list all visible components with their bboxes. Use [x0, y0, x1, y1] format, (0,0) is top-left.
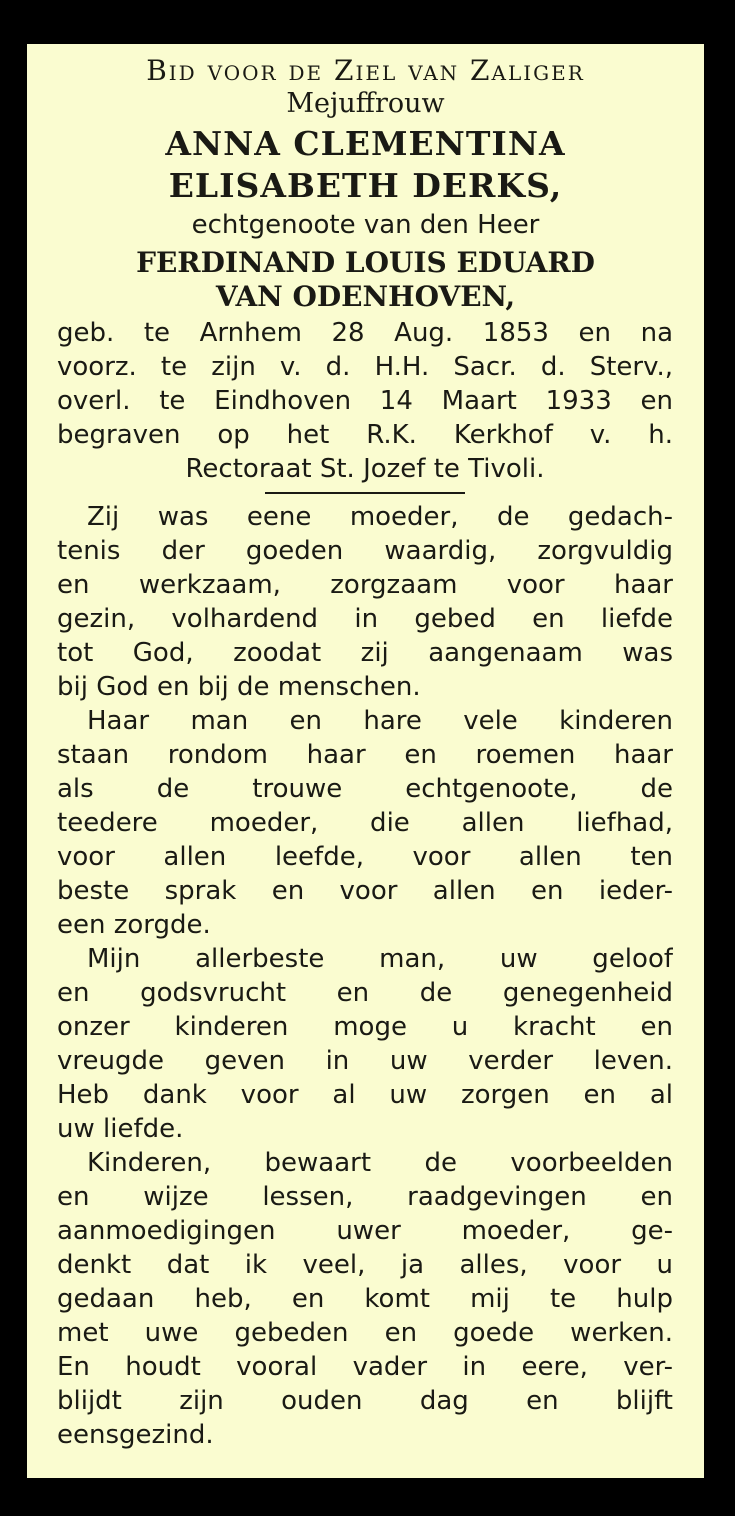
details-line: voorz. te zijn v. d. H.H. Sacr. d. Sterv.,	[57, 352, 673, 382]
text-line: en godsvrucht en de genegenheid	[57, 978, 673, 1008]
text-line: aanmoedigingen uwer moeder, ge-	[57, 1216, 673, 1246]
text-line: en wijze lessen, raadgevingen en	[57, 1182, 673, 1212]
text-line: eensgezind.	[57, 1420, 214, 1450]
text-line: bij God en bij de menschen.	[57, 672, 421, 702]
text-line: staan rondom haar en roemen haar	[57, 740, 673, 770]
spouse-name-line-2: VAN ODENHOVEN,	[215, 280, 516, 313]
title-mejuffrouw: Mejuffrouw	[286, 88, 445, 119]
details-line: geb. te Arnhem 28 Aug. 1853 en na	[57, 318, 673, 348]
details-line: Rectoraat St. Jozef te Tivoli.	[185, 454, 545, 484]
memorial-card	[27, 44, 704, 1478]
text-line: teedere moeder, die allen liefhad,	[57, 808, 673, 838]
prayer-heading: Bid voor de Ziel van Zaliger	[146, 54, 585, 87]
spouse-intro: echtgenoote van den Heer	[191, 210, 540, 240]
text-line: en werkzaam, zorgzaam voor haar	[57, 570, 673, 600]
text-line: Heb dank voor al uw zorgen en al	[57, 1080, 673, 1110]
text-line: vreugde geven in uw verder leven.	[57, 1046, 673, 1076]
text-line: Kinderen, bewaart de voorbeelden	[87, 1148, 673, 1178]
text-line: blijdt zijn ouden dag en blijft	[57, 1386, 673, 1416]
text-line: tenis der goeden waardig, zorgvuldig	[57, 536, 673, 566]
text-line: Mijn allerbeste man, uw geloof	[87, 944, 673, 974]
text-line: met uwe gebeden en goede werken.	[57, 1318, 673, 1348]
text-line: beste sprak en voor allen en ieder-	[57, 876, 673, 906]
text-line: Zij was eene moeder, de gedach-	[87, 502, 673, 532]
details-line: begraven op het R.K. Kerkhof v. h.	[57, 420, 673, 450]
text-line: En houdt vooral vader in eere, ver-	[57, 1352, 673, 1382]
divider-rule	[265, 492, 465, 494]
text-line: voor allen leefde, voor allen ten	[57, 842, 673, 872]
text-line: tot God, zoodat zij aangenaam was	[57, 638, 673, 668]
details-line: overl. te Eindhoven 14 Maart 1933 en	[57, 386, 673, 416]
text-line: onzer kinderen moge u kracht en	[57, 1012, 673, 1042]
deceased-name-line-2: ELISABETH DERKS,	[168, 166, 563, 205]
text-line: Haar man en hare vele kinderen	[87, 706, 673, 736]
spouse-name-line-1: FERDINAND LOUIS EDUARD	[136, 246, 595, 279]
deceased-name-line-1: ANNA CLEMENTINA	[165, 124, 566, 163]
text-line: gezin, volhardend in gebed en liefde	[57, 604, 673, 634]
text-line: een zorgde.	[57, 910, 211, 940]
text-line: gedaan heb, en komt mij te hulp	[57, 1284, 673, 1314]
text-line: als de trouwe echtgenoote, de	[57, 774, 673, 804]
text-line: uw liefde.	[57, 1114, 184, 1144]
text-line: denkt dat ik veel, ja alles, voor u	[57, 1250, 673, 1280]
